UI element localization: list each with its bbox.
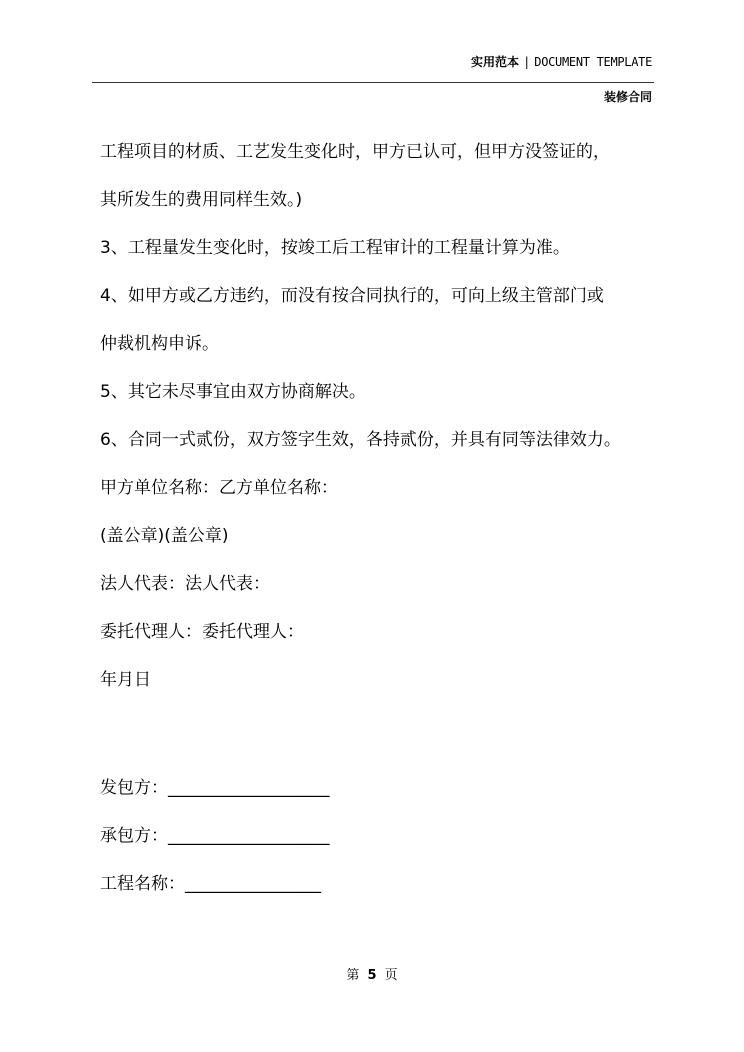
footer-suffix: 页 bbox=[384, 968, 398, 983]
body-line: 工程项目的材质、工艺发生变化时，甲方已认可，但甲方没签证的， bbox=[100, 142, 610, 162]
body-line: 其所发生的费用同样生效。) bbox=[100, 190, 303, 210]
signature-line: 甲方单位名称：乙方单位名称： bbox=[100, 478, 338, 498]
field-contractor: 承包方：___________________ bbox=[100, 826, 330, 846]
body-line: 4、如甲方或乙方违约，而没有按合同执行的，可向上级主管部门或 bbox=[100, 286, 604, 306]
document-body bbox=[100, 140, 660, 920]
page-number: 5 bbox=[367, 968, 377, 983]
body-line: 6、合同一式贰份，双方签字生效，各持贰份，并具有同等法律效力。 bbox=[100, 430, 621, 450]
header-doc-title: 装修合同 bbox=[603, 90, 652, 104]
date-line: 年月日 bbox=[100, 670, 151, 690]
spacer bbox=[100, 716, 660, 776]
header-brand-en: DOCUMENT TEMPLATE bbox=[534, 55, 652, 69]
body-line: 3、工程量发生变化时，按竣工后工程审计的工程量计算为准。 bbox=[100, 238, 570, 258]
header-brand-separator: | bbox=[523, 55, 531, 69]
signature-line: 委托代理人：委托代理人： bbox=[100, 622, 304, 642]
signature-line: (盖公章)(盖公章) bbox=[100, 526, 229, 546]
body-line: 仲裁机构申诉。 bbox=[100, 334, 219, 354]
header-brand bbox=[471, 53, 652, 70]
field-contractor-issuer: 发包方：___________________ bbox=[100, 778, 330, 798]
header-brand-cn: 实用范本 bbox=[470, 55, 519, 69]
body-line: 5、其它未尽事宜由双方协商解决。 bbox=[100, 382, 366, 402]
page-footer bbox=[0, 964, 744, 983]
field-project-name: 工程名称：________________ bbox=[100, 874, 321, 894]
signature-line: 法人代表：法人代表： bbox=[100, 574, 270, 594]
header-divider bbox=[92, 82, 654, 83]
footer-prefix: 第 bbox=[346, 968, 360, 983]
